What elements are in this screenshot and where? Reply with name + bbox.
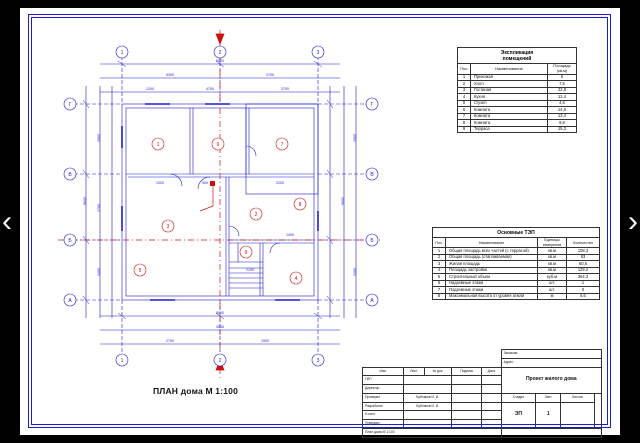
svg-text:3: 3	[166, 224, 170, 230]
stamp-role-gip: ГИП	[363, 376, 404, 385]
table-row: 3 Гостиная 22,8	[458, 87, 577, 93]
project-name: Проект жилого дома	[501, 367, 601, 393]
svg-text:4: 4	[294, 276, 298, 282]
prev-image-button[interactable]: ‹	[2, 204, 12, 238]
address-label: Адрес:	[501, 358, 601, 367]
stamp-stage-label: Стадия	[501, 393, 536, 402]
next-image-button[interactable]: ›	[628, 204, 638, 238]
table-row: 2 Общая площадь (отапливаемая) кв.м 93	[433, 254, 600, 260]
svg-text:2100: 2100	[246, 268, 254, 272]
stamp-col-list: Лист	[404, 367, 425, 376]
svg-text:2: 2	[254, 212, 258, 218]
explication-title-line2: помещений	[502, 56, 532, 62]
svg-text:3: 3	[316, 358, 320, 364]
client-label: Заказчик:	[501, 350, 601, 359]
svg-text:2700: 2700	[166, 339, 174, 343]
floor-plan	[50, 26, 390, 386]
svg-text:3400: 3400	[97, 268, 101, 276]
svg-text:Г: Г	[68, 102, 72, 108]
svg-text:А: А	[68, 298, 72, 304]
table-row: 6 Надземные этажи шт. 1	[433, 280, 600, 286]
stamp-col-sign: Подпись	[452, 367, 482, 376]
stamp-name-developer: Бубликов И. И.	[404, 402, 452, 411]
stamp-sheet-value: 1	[536, 402, 561, 428]
stamp-sheets-label: Листов	[561, 393, 594, 402]
explication-header-pos: Поз.	[458, 64, 471, 75]
stamp-name-gip	[404, 376, 452, 385]
table-row: 5 Строительный объем куб.м 364,3	[433, 274, 600, 280]
plan-title: ПЛАН дома М 1:100	[153, 386, 239, 396]
svg-text:3900: 3900	[97, 134, 101, 142]
table-row: 9 Терраса 15,3	[458, 126, 577, 132]
explication-body	[458, 74, 577, 132]
table-row: 7 Подземные этажи шт. 0	[433, 287, 600, 293]
svg-text:8: 8	[298, 202, 302, 208]
svg-text:3545: 3545	[216, 325, 224, 329]
stamp-stage-value: ЭП	[501, 402, 536, 428]
stamp-name-approved	[404, 420, 452, 429]
drawing-sheet	[20, 8, 620, 435]
stamp-name-nkontr	[404, 411, 452, 420]
stamp-drawing-name: План дома М 1:100	[363, 429, 502, 438]
table-row: 1 Общая площадь всех частей (с террасой) кв.м 108,3	[433, 248, 600, 254]
svg-text:1000: 1000	[156, 181, 164, 185]
table-row: 7 Комната 13,4	[458, 113, 577, 119]
stamp-role-nkontr: Н.конт.	[363, 411, 404, 420]
svg-text:9000: 9000	[341, 197, 345, 205]
svg-text:7: 7	[280, 142, 284, 148]
table-row: 3 Жилая площадь кв.м 60,6	[433, 261, 600, 267]
tep-header-name: Наименование	[446, 238, 538, 248]
svg-text:5: 5	[138, 268, 142, 274]
table-row: 4 Площадь застройки кв.м 129,2	[433, 267, 600, 273]
table-row: 1 Прихожая 6	[458, 74, 577, 80]
svg-text:2: 2	[218, 50, 222, 56]
svg-text:1200: 1200	[146, 87, 154, 91]
table-row: 4 Кухня 12,4	[458, 94, 577, 100]
title-block	[362, 349, 602, 435]
tep-title: Основные ТЭП	[432, 227, 600, 237]
svg-text:9: 9	[244, 250, 248, 256]
table-row: 8 Комната 9,8	[458, 120, 577, 126]
stamp-role-checked: Проверил	[363, 393, 404, 402]
svg-text:1500: 1500	[261, 339, 269, 343]
svg-text:1700: 1700	[97, 204, 101, 212]
stamp-col-izm: Изм.	[363, 367, 404, 376]
svg-text:1: 1	[156, 142, 160, 148]
tep-header-pos: Поз.	[433, 238, 446, 248]
svg-text:3700: 3700	[266, 73, 274, 77]
svg-text:9000: 9000	[83, 197, 87, 205]
stamp-role-approved: Утвердил	[363, 420, 404, 429]
tep-body	[433, 248, 600, 300]
stamp-col-date: Дата	[482, 367, 501, 376]
svg-text:3900: 3900	[353, 134, 357, 142]
table-row: 8 Максимальная высота от уровня земли м 6,6	[433, 293, 600, 299]
stamp-role-developer: Разработал	[363, 402, 404, 411]
tep-header-qty: Количество	[567, 238, 600, 248]
svg-text:Г: Г	[370, 102, 374, 108]
svg-text:2200: 2200	[276, 181, 284, 185]
stamp-name-checked: Бубликов И. И.	[404, 393, 452, 402]
svg-text:900: 900	[202, 181, 208, 185]
tep-header-unit: Единицы измерения	[538, 238, 567, 248]
table-row: 5 С/узел 4,6	[458, 100, 577, 106]
explication-title-line1: Экспликация	[500, 50, 534, 56]
svg-text:2: 2	[218, 358, 222, 364]
svg-text:9000: 9000	[216, 311, 224, 315]
table-row: 2 Холл 7,5	[458, 81, 577, 87]
svg-text:3300: 3300	[353, 268, 357, 276]
stamp-role-director: Директор	[363, 385, 404, 394]
stamp-col-doc: № док.	[424, 367, 452, 376]
svg-text:5300: 5300	[166, 73, 174, 77]
svg-text:3: 3	[316, 50, 320, 56]
stamp-sheet-label: Лист	[536, 393, 561, 402]
stamp-sheets-value	[561, 402, 594, 428]
table-row: 6 Комната 14,6	[458, 107, 577, 113]
svg-text:А: А	[370, 298, 374, 304]
svg-text:Б: Б	[68, 238, 72, 244]
tep-table	[432, 227, 600, 300]
svg-text:3700: 3700	[281, 87, 289, 91]
svg-text:4700: 4700	[206, 87, 214, 91]
floor-plan-svg	[50, 26, 390, 386]
svg-text:В: В	[370, 172, 374, 178]
stamp-name-director	[404, 385, 452, 394]
svg-text:1: 1	[120, 50, 124, 56]
svg-text:6: 6	[216, 142, 220, 148]
svg-text:В: В	[68, 172, 72, 178]
svg-text:1: 1	[120, 358, 124, 364]
explication-header-area: Площадь (кв.м)	[548, 64, 577, 75]
explication-table	[457, 47, 577, 133]
explication-header-name: Наименование	[471, 64, 548, 75]
svg-text:1400: 1400	[286, 233, 294, 237]
svg-text:9000: 9000	[216, 59, 224, 63]
svg-text:Б: Б	[370, 238, 374, 244]
